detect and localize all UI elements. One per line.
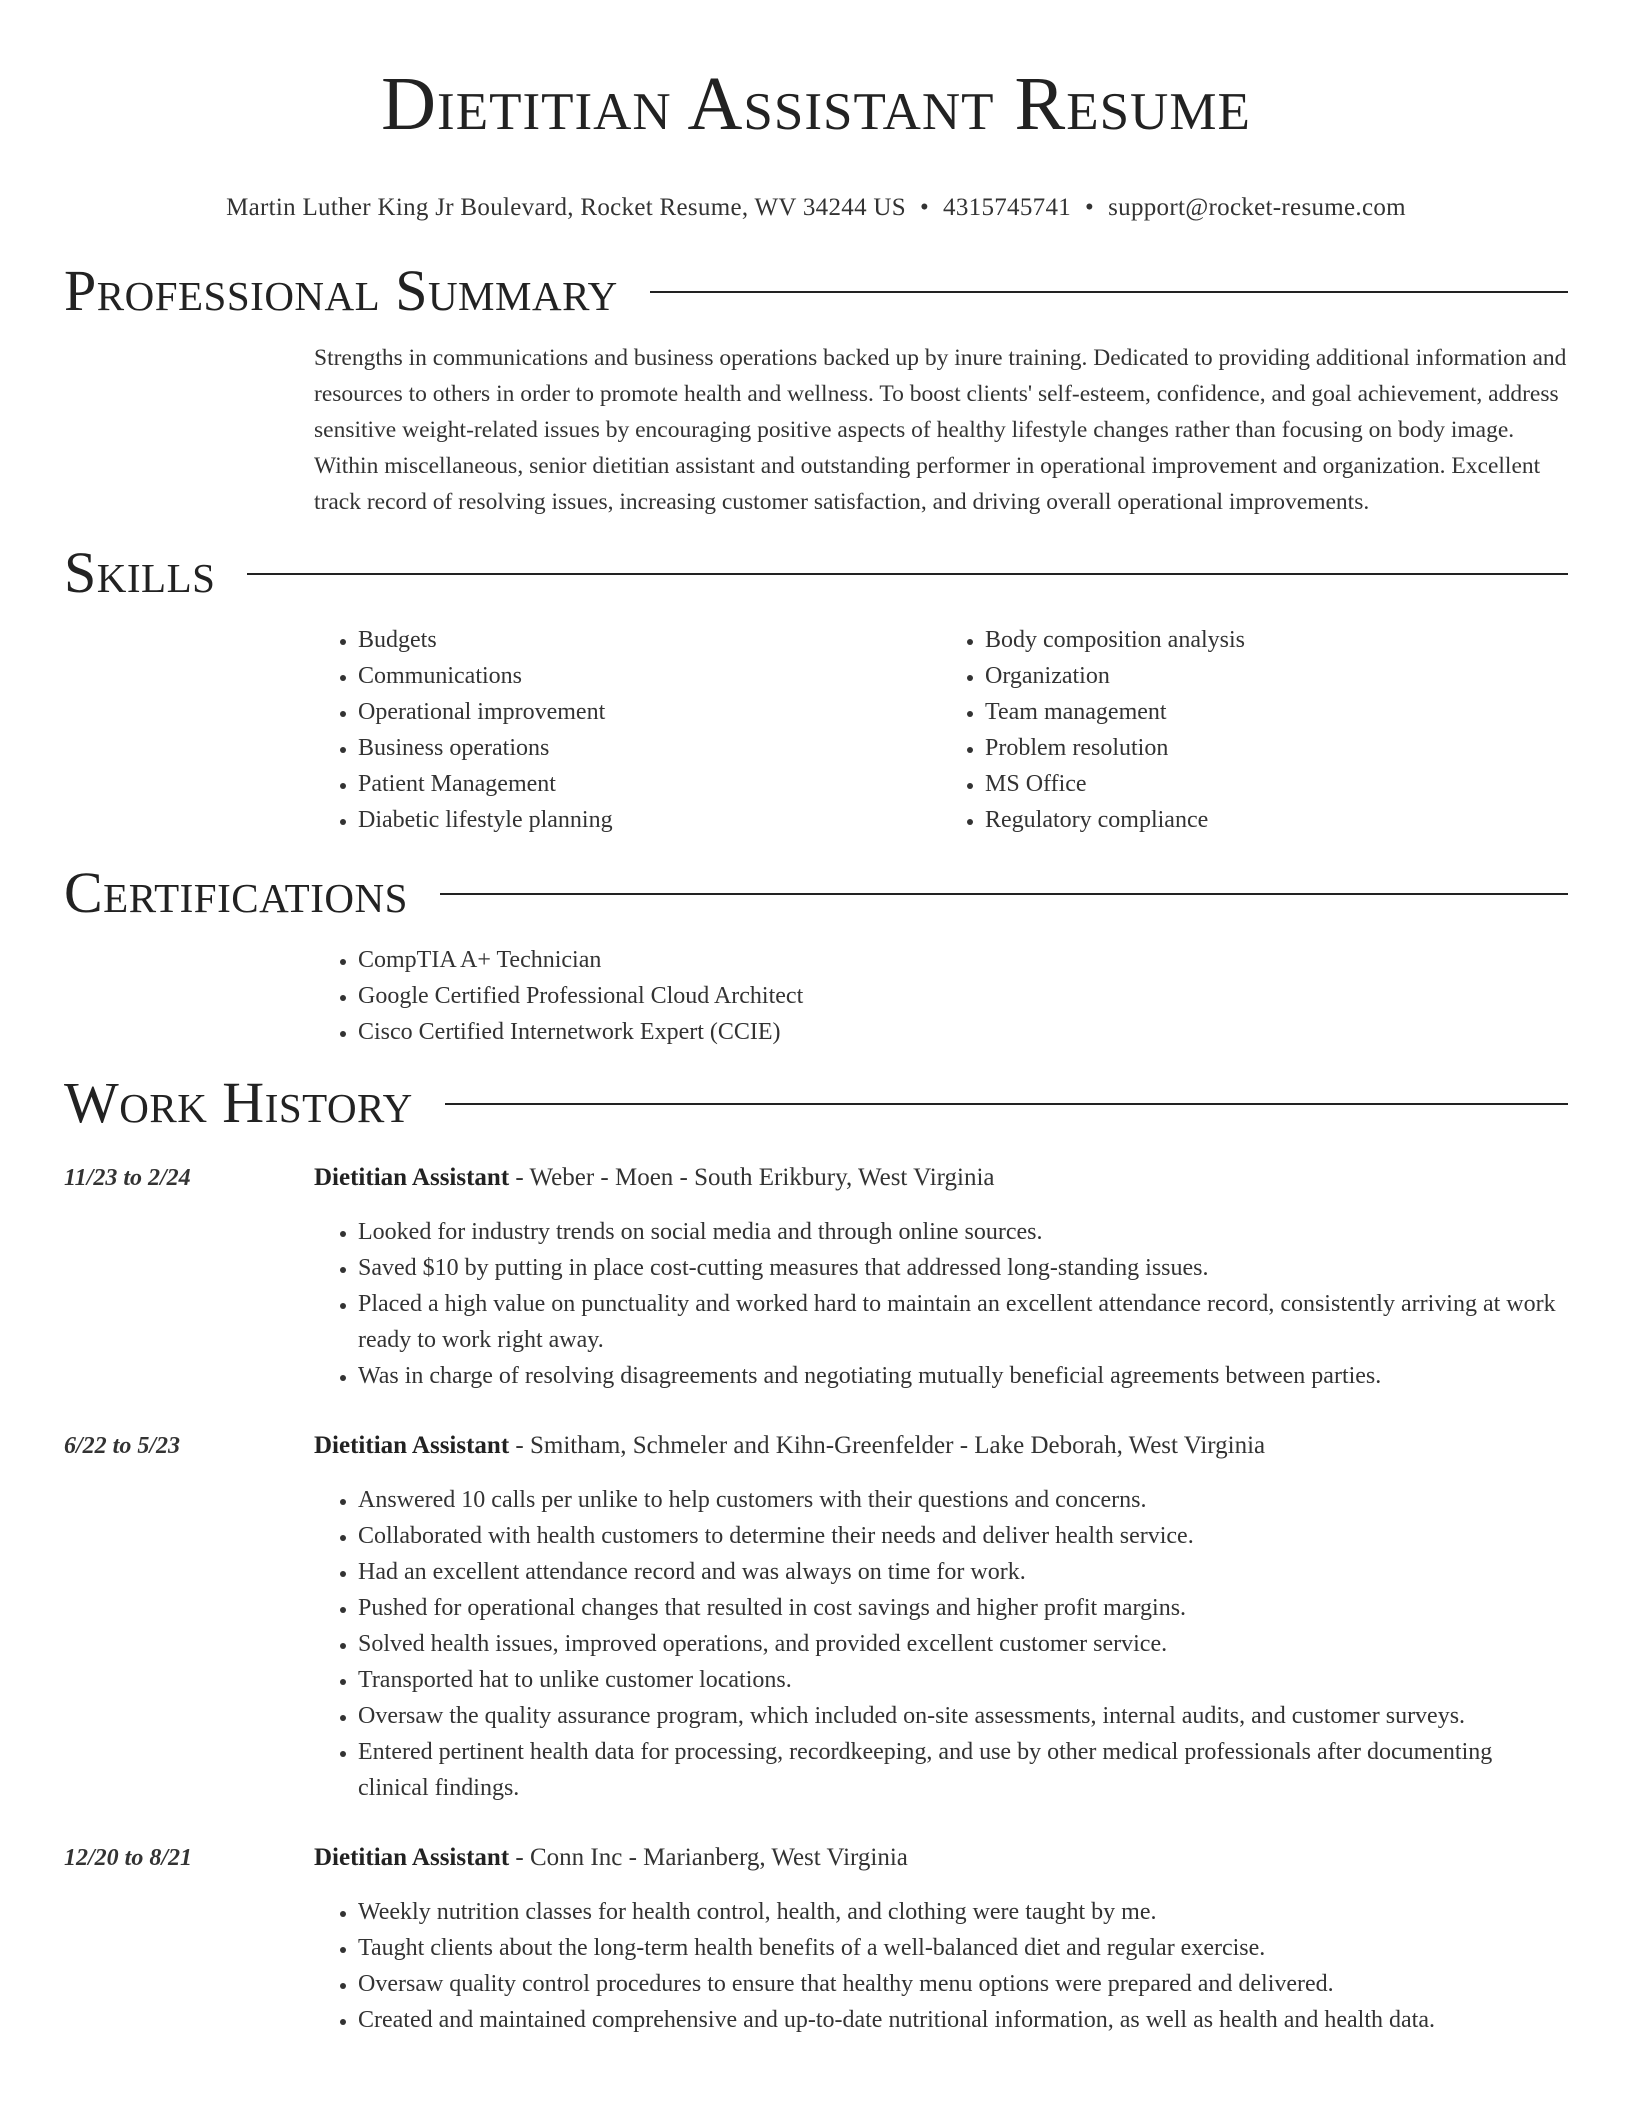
skill-item: • Problem resolution: [985, 730, 1568, 766]
contact-phone: 4315745741: [943, 194, 1072, 221]
certification-item: • CompTIA A+ Technician: [358, 942, 1568, 978]
job-dates: 11/23 to 2/24: [64, 1165, 191, 1191]
contact-separator: •: [919, 194, 930, 221]
summary-heading: Professional Summary: [64, 258, 618, 323]
job-bullet: • Looked for industry trends on social media and through online sources.: [358, 1214, 1568, 1250]
skills-heading: Skills: [64, 540, 216, 605]
job-details: - Smitham, Schmeler and Kihn-Greenfelder - Lake Deborah, West Virginia: [509, 1432, 1266, 1459]
job-bullet: • Pushed for operational changes that resulted in cost savings and higher profit margins.: [358, 1590, 1568, 1626]
summary-text: Strengths in communications and business operations backed up by inure training. Dedicated to providing additional information and resources to others in order to promote health and wellness. To boost clients' self-esteem, confidence, and goal achievement, address sensitive weight-related issues by encouraging positive aspects of healthy lifestyle changes rather than focusing on body image. Within miscellaneous, senior dietitian assistant and outstanding performer in operational improvement and organization. Excellent track record of resolving issues, increasing customer satisfaction, and driving overall operational improvements.: [314, 345, 1567, 515]
skill-item: • Regulatory compliance: [985, 802, 1568, 838]
certifications-heading: Certifications: [64, 860, 408, 925]
summary-section: [64, 258, 1568, 520]
skills-list-right: [941, 622, 1568, 838]
skills-grid: [314, 622, 1568, 838]
job-bullet: • Had an excellent attendance record and was always on time for work.: [358, 1554, 1568, 1590]
section-header: [64, 258, 1568, 324]
section-divider: [247, 573, 1568, 575]
skills-section: [64, 540, 1568, 838]
certification-item: • Google Certified Professional Cloud Architect: [358, 978, 1568, 1014]
job-role: Dietitian Assistant: [314, 1164, 510, 1191]
certifications-list: [314, 942, 1568, 1050]
job-entry: [64, 1160, 1568, 1394]
job-bullet: • Transported hat to unlike customer locations.: [358, 1662, 1568, 1698]
section-divider: [650, 291, 1568, 293]
job-header: [314, 1428, 1568, 1464]
section-divider: [440, 893, 1568, 895]
job-entry: [64, 1428, 1568, 1806]
job-bullets: [314, 1214, 1568, 1394]
job-bullet: • Solved health issues, improved operations, and provided excellent customer service.: [358, 1626, 1568, 1662]
job-entry: [64, 1840, 1568, 2038]
job-bullet: • Answered 10 calls per unlike to help customers with their questions and concerns.: [358, 1482, 1568, 1518]
job-bullets: [314, 1482, 1568, 1806]
certifications-section: [64, 860, 1568, 1050]
job-bullet: • Entered pertinent health data for processing, recordkeeping, and use by other medical professionals after documenting clinical findings.: [358, 1734, 1568, 1806]
job-bullet: • Placed a high value on punctuality and worked hard to maintain an excellent attendance record, consistently arriving at work ready to work right away.: [358, 1286, 1568, 1358]
job-bullet: • Oversaw quality control procedures to ensure that healthy menu options were prepared and delivered.: [358, 1966, 1568, 2002]
job-role: Dietitian Assistant: [314, 1432, 510, 1459]
job-bullet: • Weekly nutrition classes for health control, health, and clothing were taught by me.: [358, 1894, 1568, 1930]
section-header: [64, 860, 1568, 926]
section-header: [64, 1070, 1568, 1136]
job-bullet: • Saved $10 by putting in place cost-cutting measures that addressed long-standing issues.: [358, 1250, 1568, 1286]
job-body: [314, 1160, 1568, 1394]
contact-separator: •: [1085, 194, 1095, 221]
skill-item: • Diabetic lifestyle planning: [358, 802, 941, 838]
job-dates: 6/22 to 5/23: [64, 1433, 181, 1459]
contact-line: [64, 192, 1568, 224]
resume-title: Dietitian Assistant Resume: [381, 62, 1251, 146]
skill-item: • Budgets: [358, 622, 941, 658]
skill-item: • MS Office: [985, 766, 1568, 802]
job-bullets: [314, 1894, 1568, 2038]
contact-email[interactable]: support@rocket-resume.com: [1108, 194, 1406, 221]
skill-item: • Body composition analysis: [985, 622, 1568, 658]
skill-item: • Operational improvement: [358, 694, 941, 730]
job-header: [314, 1840, 1568, 1876]
job-details: - Weber - Moen - South Erikbury, West Virginia: [509, 1164, 995, 1191]
job-header: [314, 1160, 1568, 1196]
job-body: [314, 1840, 1568, 2038]
job-bullet: • Collaborated with health customers to determine their needs and deliver health service.: [358, 1518, 1568, 1554]
section-header: [64, 540, 1568, 606]
work-history-section: [64, 1070, 1568, 2038]
job-bullet: • Was in charge of resolving disagreements and negotiating mutually beneficial agreements between parties.: [358, 1358, 1568, 1394]
job-role: Dietitian Assistant: [314, 1844, 510, 1871]
certifications-list-wrap: [314, 942, 1568, 1050]
job-dates: 12/20 to 8/21: [64, 1845, 193, 1871]
skill-item: • Patient Management: [358, 766, 941, 802]
skills-list-left: [314, 622, 941, 838]
skill-item: • Organization: [985, 658, 1568, 694]
section-divider: [445, 1103, 1568, 1105]
skill-item: • Business operations: [358, 730, 941, 766]
skill-item: • Communications: [358, 658, 941, 694]
certification-item: • Cisco Certified Internetwork Expert (CCIE): [358, 1014, 1568, 1050]
job-bullet: • Taught clients about the long-term health benefits of a well-balanced diet and regular exercise.: [358, 1930, 1568, 1966]
job-bullet: • Oversaw the quality assurance program, which included on-site assessments, internal audits, and customer surveys.: [358, 1698, 1568, 1734]
skill-item: • Team management: [985, 694, 1568, 730]
job-details: - Conn Inc - Marianberg, West Virginia: [509, 1844, 908, 1871]
job-bullet: • Created and maintained comprehensive and up-to-date nutritional information, as well as health and health data.: [358, 2002, 1568, 2038]
work-history-heading: Work History: [64, 1070, 413, 1135]
job-body: [314, 1428, 1568, 1806]
contact-address: Martin Luther King Jr Boulevard, Rocket Resume, WV 34244 US: [226, 194, 906, 221]
